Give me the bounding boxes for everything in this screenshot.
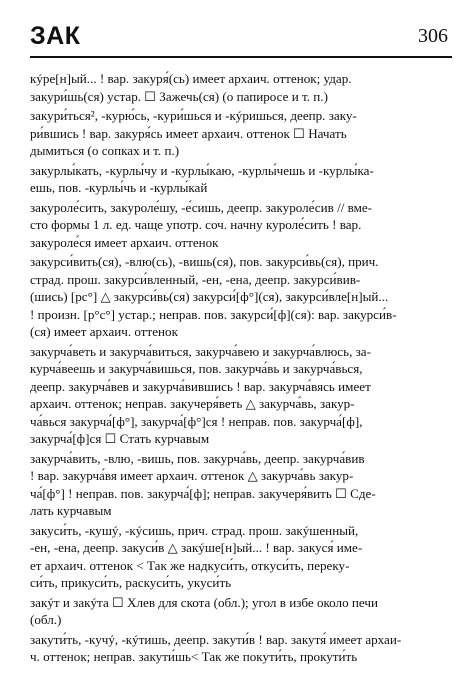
entry-line: закури́шь(ся) устар. ☐ Зажечь(ся) (о папиросе и т. п.) xyxy=(30,88,328,104)
entry-line: ча́вься закурча́[ф°], закурча́[ф°]ся ! неправ. пов. закурча́[ф], xyxy=(30,413,363,429)
entry-line: закýт и закýта ☐ Хлев для скота (обл.); угол в избе около печи xyxy=(30,594,378,610)
entry-line: ри́вшись ! вар. закуря́сь имеет архаич. оттенок ☐ Начать xyxy=(30,125,347,141)
dictionary-entry xyxy=(30,253,452,341)
entry-line: ! произн. [р°с°] устар.; неправ. пов. закурси́[ф](ся): вар. закурси́в- xyxy=(30,306,397,322)
entry-line: (шись) [рс°] △ закурси́вь(ся) закурси́[ф°](ся), закурси́вле[н]ый... xyxy=(30,289,389,304)
entry-line: сто формы 1 л. ед. чаще употр. соч. начну куроле́сить ! вар. xyxy=(30,217,362,232)
entry-line: закурси́вить(ся), -влю(сь), -вишь(ся), пов. закурси́вь(ся), прич. xyxy=(30,254,379,269)
entry-line: (ся) имеет архаич. оттенок xyxy=(30,324,178,339)
entry-line: закурча́вить, -влю, -вишь, пов. закурча́вь, деепр. закурча́вив xyxy=(30,450,365,466)
entry-line: закурча́веть и закурча́виться, закурча́вею и закурча́влюсь, за- xyxy=(30,343,371,359)
entry-line: страд. прош. закурси́вленный, -ен, -ена, деепр. закурси́вив- xyxy=(30,271,361,287)
entry-line: ! вар. закурча́вя имеет архаич. оттенок △ закурча́вь закур- xyxy=(30,468,354,483)
entry-line: ч. оттенок; неправ. закути́шь< Так же покути́ть, прокути́ть xyxy=(30,649,358,664)
dictionary-entry xyxy=(30,70,452,105)
entry-line: -ен, -ена, деепр. закуси́в △ закýше[н]ый... ! вар. закуся́ име- xyxy=(30,540,363,555)
page-header xyxy=(30,22,448,58)
entry-line: си́ть, прикуси́ть, раскуси́ть, укуси́ть xyxy=(30,575,232,590)
dictionary-entry xyxy=(30,343,452,448)
entry-line: дымиться (о сопках и т. п.) xyxy=(30,143,180,158)
entry-line: закуроле́сить, закуроле́шу, -е́сишь, деепр. закуроле́сив // вме- xyxy=(30,199,373,215)
dictionary-entry xyxy=(30,594,452,629)
entry-line: (обл.) xyxy=(30,612,62,627)
page-number: 306 xyxy=(418,25,448,47)
dictionary-body xyxy=(30,70,452,668)
running-head-word: ЗАК xyxy=(30,22,81,50)
entry-line: закуроле́ся имеет архаич. оттенок xyxy=(30,234,219,250)
entry-line: кýре[н]ый... ! вар. закуря́(сь) имеет архаич. оттенок; удар. xyxy=(30,71,352,86)
header-rule xyxy=(30,56,452,58)
dictionary-entry xyxy=(30,631,452,666)
dictionary-entry xyxy=(30,107,452,160)
entry-line: архаич. оттенок; неправ. закучеря́веть △ закурча́вь, закур- xyxy=(30,396,355,411)
entry-line: закурча́[ф]ся ☐ Стать курчавым xyxy=(30,431,210,446)
entry-line: курча́веешь и закурча́вишься, пов. закурча́вь и закурча́вься, xyxy=(30,361,363,376)
entry-line: ча́[ф°] ! неправ. пов. закурча́[ф]; неправ. закучеря́вить ☐ Сде- xyxy=(30,485,376,501)
entry-line: лать курчавым xyxy=(30,503,112,518)
entry-line: закути́ть, -кучý, -кýтишь, деепр. закути́в ! вар. закутя́ имеет архаи- xyxy=(30,631,402,647)
entry-line: деепр. закурча́вев и закурча́вившись ! вар. закурча́вясь имеет xyxy=(30,378,371,394)
entry-line: закури́ться², -курю́сь, -кури́шься и -кýришься, деепр. заку- xyxy=(30,108,357,123)
dictionary-entry xyxy=(30,162,452,197)
dictionary-entry xyxy=(30,450,452,520)
entry-line: ет архаич. оттенок < Так же надкуси́ть, откуси́ть, переку- xyxy=(30,557,350,573)
entry-line: закурлы́кать, -курлы́чу и -курлы́каю, -курлы́чешь и -курлы́ка- xyxy=(30,162,374,178)
entry-line: ешь, пов. -курлы́чь и -курлы́кай xyxy=(30,180,208,195)
entry-line: закуси́ть, -кушý, -кýсишь, прич. страд. прош. закýшенный, xyxy=(30,522,359,538)
dictionary-entry xyxy=(30,522,452,592)
dictionary-entry xyxy=(30,199,452,252)
